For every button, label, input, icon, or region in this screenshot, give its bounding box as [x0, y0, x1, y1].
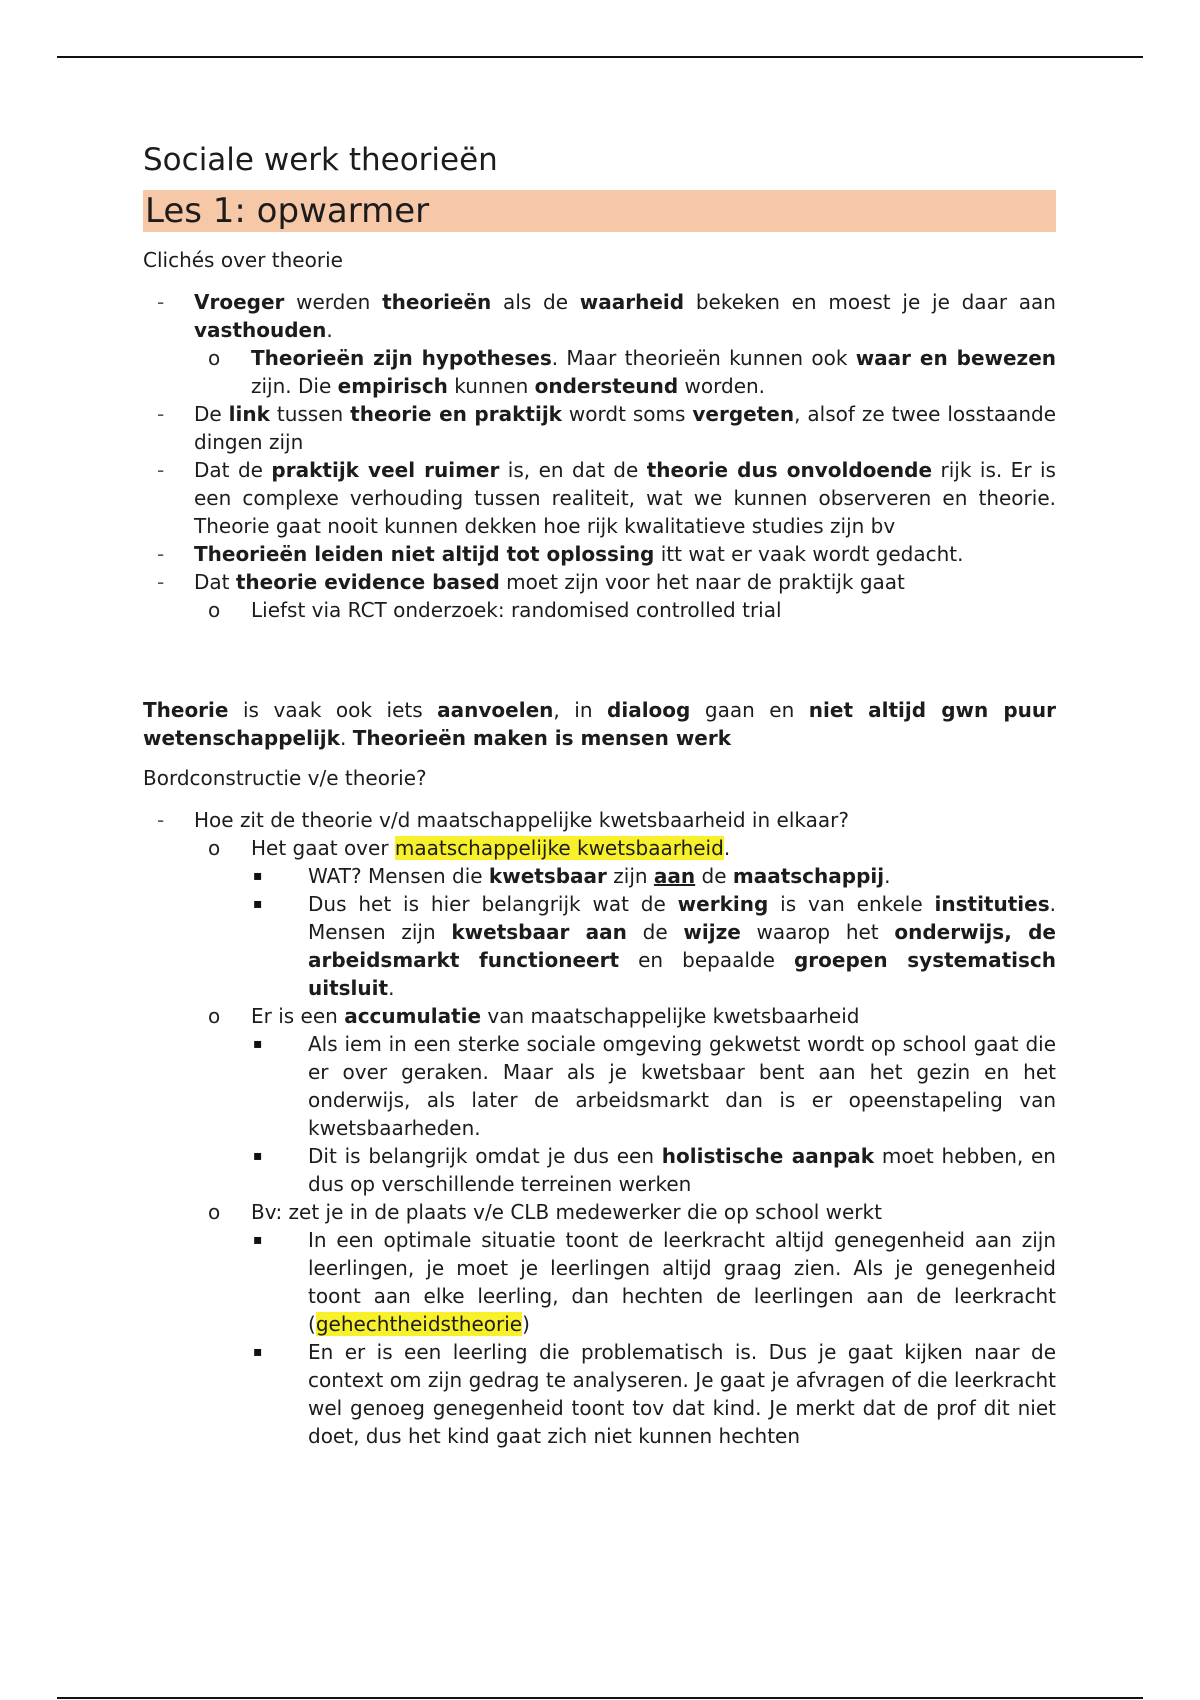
bold-text: Theorieën zijn hypotheses — [251, 346, 552, 370]
bold-text: aanvoelen — [437, 698, 554, 722]
text: Er is een — [251, 1004, 345, 1028]
bold-text: onderwijs, de arbeidsmarkt functioneert — [308, 920, 1056, 972]
text: Als iem in een sterke sociale omgeving gekwetst wordt op school gaat die er over geraken. Maar als je kwetsbaar bent aan het gezin en het onderwijs, als later de arbeidsmarkt dan is er opeenstapeling van kwetsbaarheden. — [308, 1032, 1056, 1140]
text: is, en dat de — [499, 458, 647, 482]
list-item — [251, 862, 1056, 890]
list-item — [143, 568, 1056, 624]
circle-bullet: o — [208, 836, 221, 860]
bold-text: waarheid — [579, 290, 685, 314]
text: de — [695, 864, 733, 888]
text: Dit is belangrijk omdat je dus een — [308, 1144, 662, 1168]
list-item — [251, 1226, 1056, 1338]
circle-bullet: o — [208, 598, 221, 622]
text: . — [884, 864, 891, 888]
text: . — [388, 976, 395, 1000]
section-intro-cliches: Clichés over theorie — [143, 248, 343, 272]
list-item — [143, 400, 1056, 456]
text: en bepaalde — [619, 948, 794, 972]
highlighted-text: maatschappelijke kwetsbaarheid — [394, 836, 724, 860]
bottom-rule — [57, 1697, 1143, 1699]
section-intro-bordconstructie: Bordconstructie v/e theorie? — [143, 766, 427, 790]
list-item — [194, 834, 1056, 1002]
square-bullet: ▪ — [253, 868, 263, 884]
theory-paragraph — [143, 696, 1056, 752]
square-bullet: ▪ — [253, 1344, 263, 1360]
list-item — [251, 1142, 1056, 1198]
bold-text: theorie en praktijk — [350, 402, 562, 426]
document-title: Sociale werk theorieën — [143, 142, 498, 178]
bold-text: ondersteund — [534, 374, 679, 398]
bold-text: theorie evidence based — [235, 570, 500, 594]
text: WAT? Mensen die — [308, 864, 489, 888]
text: van maatschappelijke kwetsbaarheid — [481, 1004, 860, 1028]
document-body — [143, 140, 1056, 1450]
text: is vaak ook iets — [228, 698, 438, 722]
square-bullet: ▪ — [253, 1232, 263, 1248]
text: itt wat er vaak wordt gedacht. — [654, 542, 964, 566]
dash-bullet: - — [157, 290, 165, 314]
text: wordt soms — [561, 402, 693, 426]
circle-bullet: o — [208, 346, 221, 370]
square-bullet: ▪ — [253, 1148, 263, 1164]
text: . — [326, 318, 333, 342]
cliches-list — [143, 288, 1056, 624]
bold-text: link — [228, 402, 270, 426]
text: werden — [284, 290, 383, 314]
text: ) — [522, 1312, 530, 1336]
text: moet zijn voor het naar de praktijk gaat — [499, 570, 905, 594]
list-item — [194, 344, 1056, 400]
text: Hoe zit de theorie v/d maatschappelijke kwetsbaarheid in elkaar? — [194, 808, 849, 832]
list-item — [194, 1002, 1056, 1198]
text: zijn — [606, 864, 654, 888]
text: waarop het — [740, 920, 895, 944]
text: tussen — [269, 402, 351, 426]
list-item — [251, 890, 1056, 1002]
sub-sub-list — [251, 1226, 1056, 1450]
text: kunnen — [447, 374, 535, 398]
text: bekeken en moest je je daar aan — [684, 290, 1056, 314]
text: . Maar theorieën kunnen ook — [551, 346, 856, 370]
bold-text: theorie dus onvoldoende — [646, 458, 933, 482]
dash-bullet: - — [157, 458, 165, 482]
circle-bullet: o — [208, 1200, 221, 1224]
text: gaan en — [690, 698, 809, 722]
sub-list — [194, 344, 1056, 400]
text: En er is een leerling die problematisch is. Dus je gaat kijken naar de context om zijn gedrag te analyseren. Je gaat je afvragen of die leerkracht wel genoeg genegenheid toont tov dat kind. Je merkt dat de prof dit niet doet, dus het kind gaat zich niet kunnen hechten — [308, 1340, 1056, 1448]
bold-text: Vroeger — [194, 290, 285, 314]
bold-text: kwetsbaar aan — [451, 920, 627, 944]
list-item — [251, 1338, 1056, 1450]
text: Dus het is hier belangrijk wat de — [308, 892, 678, 916]
list-item — [251, 1030, 1056, 1142]
text: Bv: zet je in de plaats v/e CLB medewerker die op school werkt — [251, 1200, 882, 1224]
text: als de — [491, 290, 580, 314]
text: , in — [553, 698, 608, 722]
underlined-text: aan — [653, 864, 696, 888]
text: de — [626, 920, 684, 944]
text: De — [194, 402, 229, 426]
bold-text: Theorieën maken is mensen werk — [352, 726, 732, 750]
text: Dat — [194, 570, 236, 594]
text: . — [339, 726, 353, 750]
text: . — [723, 836, 731, 860]
list-item — [194, 596, 1056, 624]
lesson-heading: Les 1: opwarmer — [143, 190, 1056, 232]
text: Liefst via RCT onderzoek: randomised controlled trial — [251, 598, 782, 622]
sub-list — [194, 596, 1056, 624]
sub-sub-list — [251, 1030, 1056, 1198]
bold-text: kwetsbaar — [488, 864, 607, 888]
text: Dat de — [194, 458, 272, 482]
bold-text: dialoog — [607, 698, 691, 722]
list-item — [143, 288, 1056, 400]
bold-text: Theorie — [143, 698, 229, 722]
bold-text: groepen systematisch uitsluit — [308, 948, 1056, 1000]
text: rijk is. Er is een complexe verhouding tussen realiteit, wat we kunnen observeren en theorie. Theorie gaat nooit kunnen dekken hoe rijk kwalitatieve studies zijn bv — [194, 458, 1056, 538]
bold-text: instituties — [934, 892, 1050, 916]
list-item — [143, 540, 1056, 568]
bold-text: holistische aanpak — [661, 1144, 875, 1168]
dash-bullet: - — [157, 402, 165, 426]
bold-text: vergeten — [692, 402, 795, 426]
bold-text: empirisch — [337, 374, 448, 398]
bold-text: maatschappij — [732, 864, 885, 888]
bold-text: Theorieën leiden niet altijd tot oplossing — [194, 542, 655, 566]
sub-sub-list — [251, 862, 1056, 1002]
spacer — [143, 624, 1056, 674]
bold-text: theorieën — [382, 290, 492, 314]
top-rule — [57, 56, 1143, 58]
bold-text: wijze — [683, 920, 741, 944]
bold-text: waar en bewezen — [855, 346, 1056, 370]
square-bullet: ▪ — [253, 1036, 263, 1052]
dash-bullet: - — [157, 542, 165, 566]
bold-text: praktijk veel ruimer — [271, 458, 500, 482]
bold-text: werking — [677, 892, 769, 916]
text: zijn. Die — [251, 374, 338, 398]
list-item — [143, 456, 1056, 540]
bold-text: vasthouden — [194, 318, 327, 342]
list-item — [194, 1198, 1056, 1450]
sub-list — [194, 834, 1056, 1450]
text: Het gaat over — [251, 836, 395, 860]
bold-text: accumulatie — [344, 1004, 482, 1028]
circle-bullet: o — [208, 1004, 221, 1028]
dash-bullet: - — [157, 808, 165, 832]
text: , alsof ze twee losstaande dingen zijn — [194, 402, 1057, 454]
highlighted-text: gehechtheidstheorie — [315, 1312, 523, 1336]
text: . Mensen zijn — [308, 892, 1056, 944]
dash-bullet: - — [157, 570, 165, 594]
square-bullet: ▪ — [253, 896, 263, 912]
list-item — [143, 806, 1056, 1450]
text: moet hebben, en dus op verschillende terreinen werken — [308, 1144, 1056, 1196]
bold-text: niet altijd gwn puur wetenschappelijk — [143, 698, 1057, 750]
text: worden. — [678, 374, 766, 398]
text: is van enkele — [768, 892, 935, 916]
bordconstructie-list — [143, 806, 1056, 1450]
text: In een optimale situatie toont de leerkracht altijd genegenheid aan zijn leerlingen, je moet je leerlingen altijd graag zien. Als je genegenheid toont aan elke leerling, dan hechten de leerlingen aan de leerkracht ( — [308, 1228, 1056, 1336]
